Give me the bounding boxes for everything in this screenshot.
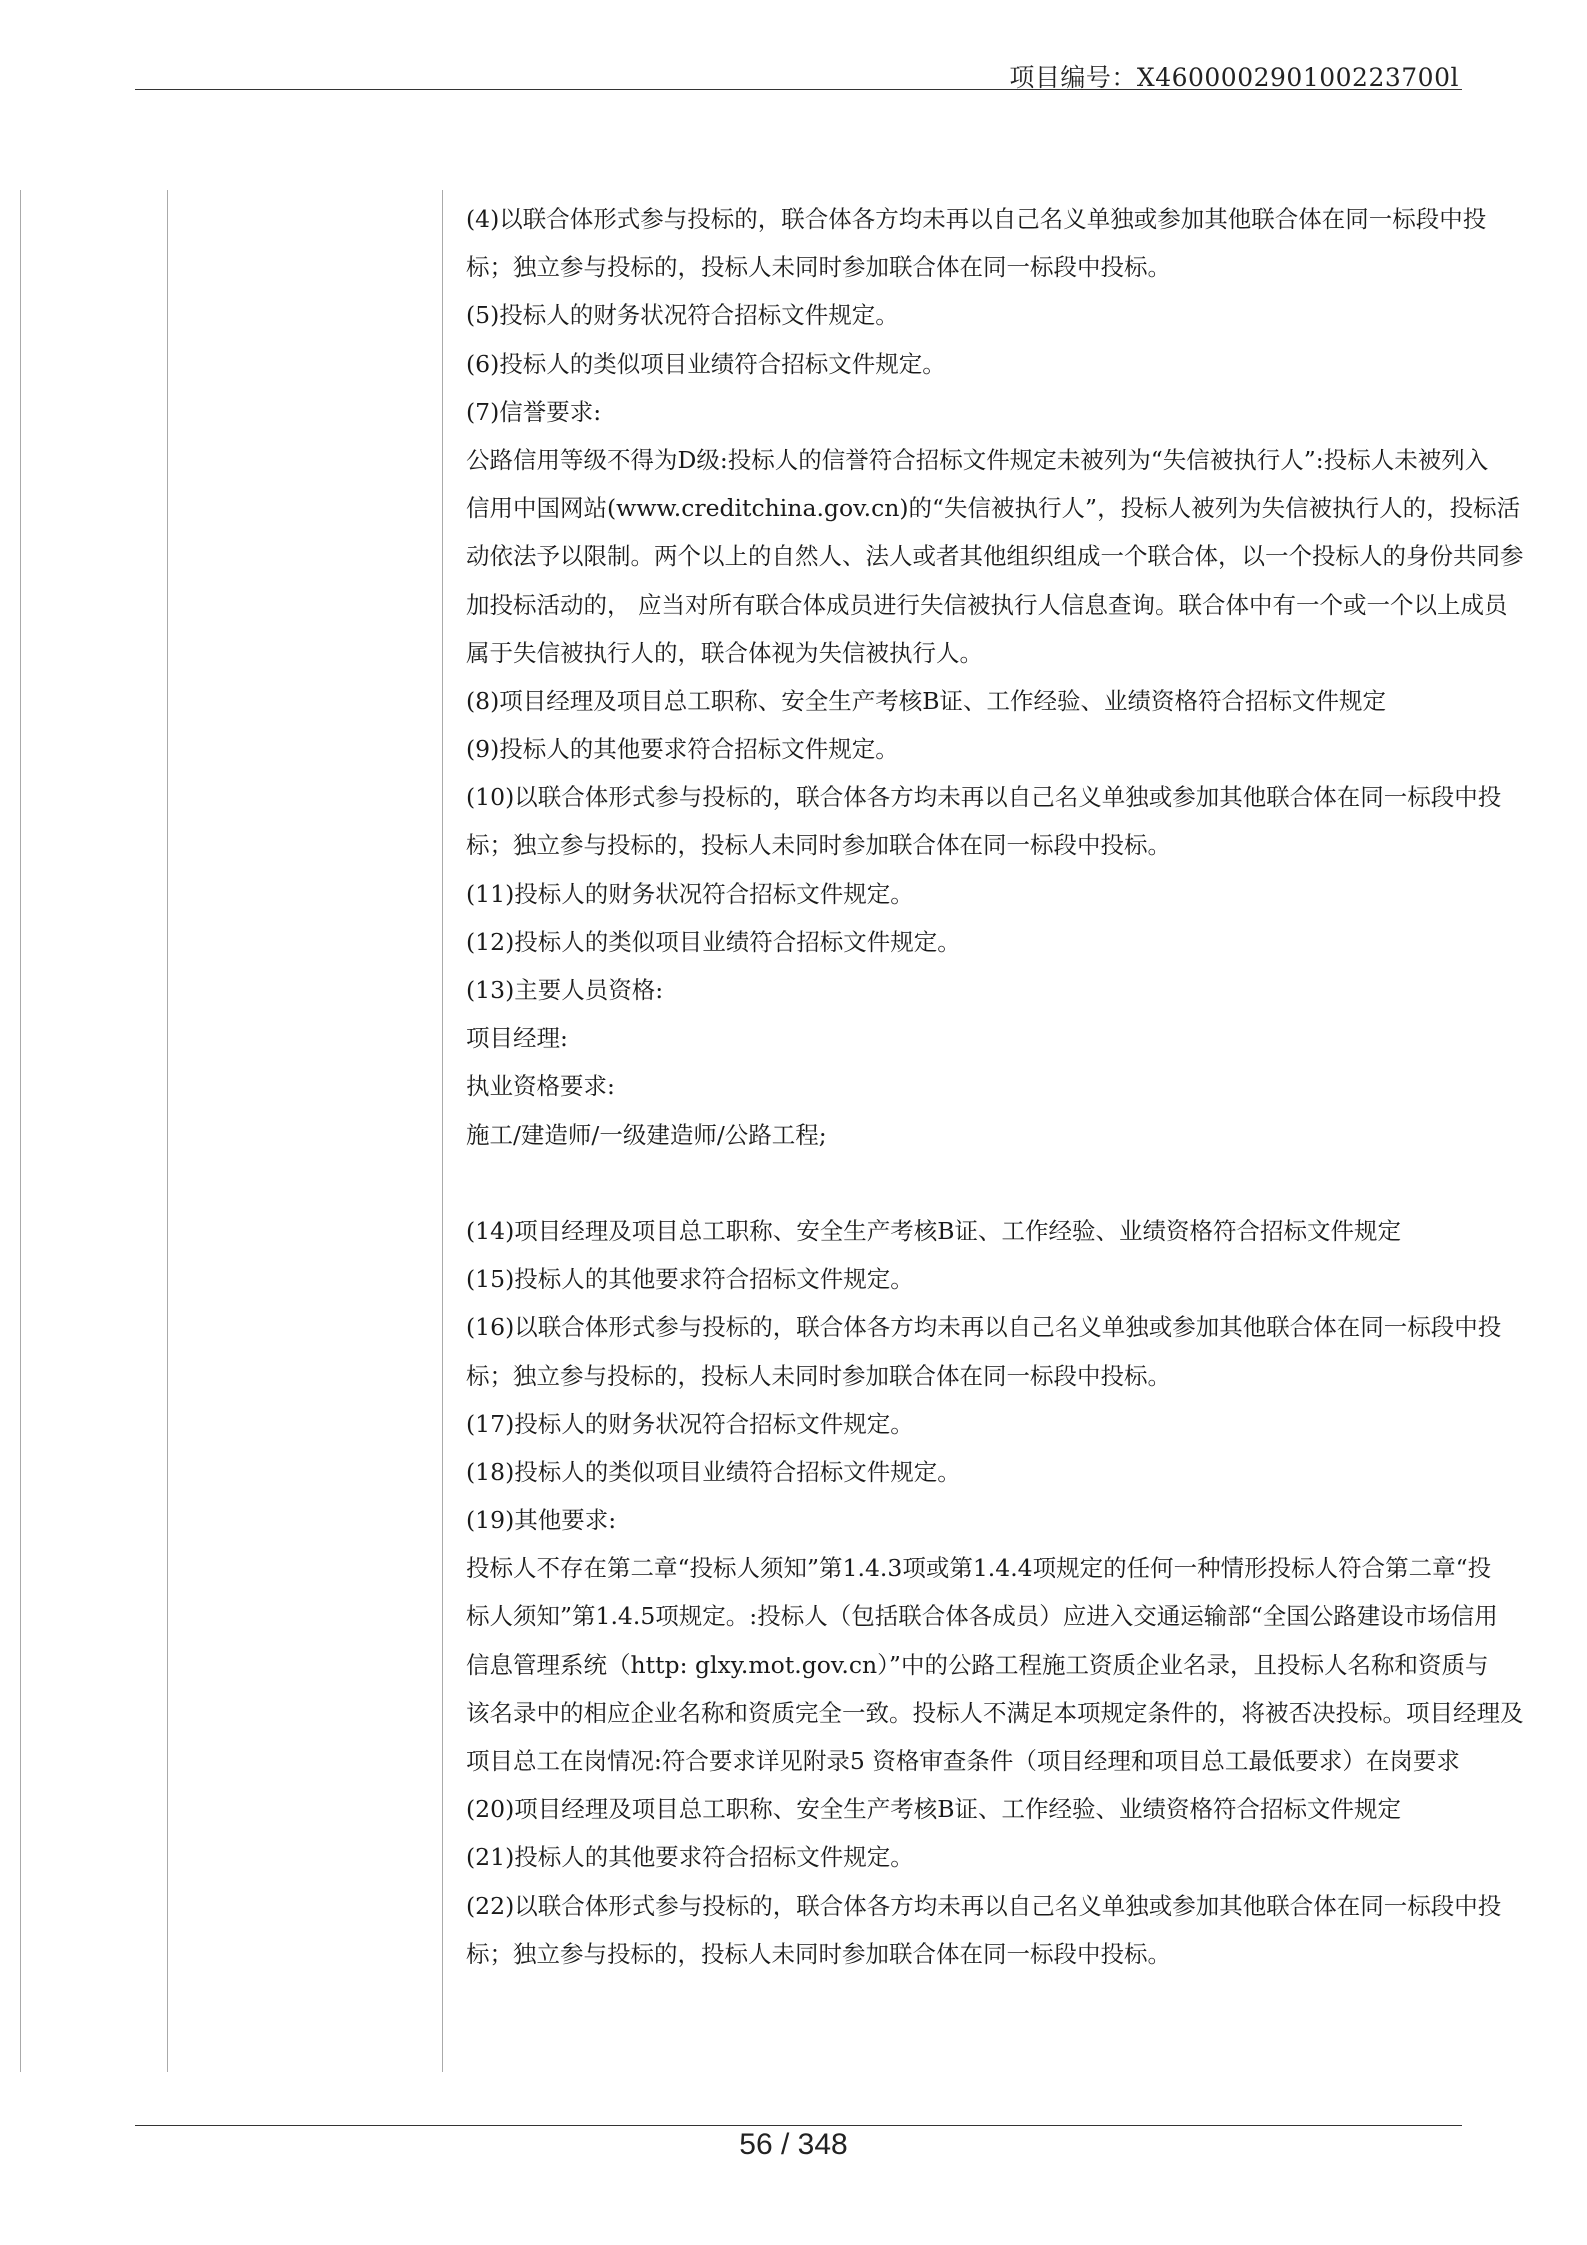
text-line: (6)投标人的类似项目业绩符合招标文件规定。: [466, 349, 946, 378]
text-line: (11)投标人的财务状况符合招标文件规定。: [466, 879, 914, 908]
blank-line: [466, 1159, 1546, 1207]
text-line: (4)以联合体形式参与投标的，联合体各方均未再以自己名义单独或参加其他联合体在同一标段中投: [466, 205, 1487, 233]
text-line: 标；独立参与投标的，投标人未同时参加联合体在同一标段中投标。: [466, 831, 1171, 860]
text-line: (7)信誉要求:: [466, 397, 602, 426]
text-line: 标；独立参与投标的，投标人未同时参加联合体在同一标段中投标。: [466, 253, 1171, 282]
text-line: (20)项目经理及项目总工职称、安全生产考核B证、工作经验、业绩资格符合招标文件规定: [466, 1795, 1402, 1824]
content-cell: [466, 195, 1546, 1978]
text-line: 项目经理:: [466, 1024, 568, 1053]
text-line: (14)项目经理及项目总工职称、安全生产考核B证、工作经验、业绩资格符合招标文件规定: [466, 1216, 1402, 1245]
text-line: (10)以联合体形式参与投标的，联合体各方均未再以自己名义单独或参加其他联合体在同一标段中投: [466, 783, 1502, 812]
text-line: 动依法予以限制。两个以上的自然人、法人或者其他组织组成一个联合体，以一个投标人的身份共同参: [466, 542, 1524, 571]
text-line: 标人须知”第1.4.5项规定。:投标人（包括联合体各成员）应进入交通运输部“全国公路建设市场信用: [466, 1602, 1498, 1631]
table-border-col2: [442, 190, 443, 2072]
project-number: 项目编号：X460000290100223700l: [1009, 63, 1459, 92]
text-line: 项目总工在岗情况:符合要求详见附录5 资格审查条件（项目经理和项目总工最低要求）在岗要求: [466, 1747, 1460, 1775]
text-line: 该名录中的相应企业名称和资质完全一致。投标人不满足本项规定条件的，将被否决投标。项目经理及: [466, 1698, 1524, 1727]
header-rule: [135, 89, 1462, 90]
text-line: 施工/建造师/一级建造师/公路工程;: [466, 1120, 827, 1149]
text-line: (19)其他要求:: [466, 1506, 617, 1535]
text-line: 信用中国网站(www.creditchina.gov.cn)的“失信被执行人”，投标人被列为失信被执行人的，投标活: [466, 494, 1521, 523]
text-line: (15)投标人的其他要求符合招标文件规定。: [466, 1265, 914, 1294]
text-line: 加投标活动的， 应当对所有联合体成员进行失信被执行人信息查询。联合体中有一个或一个以上成员: [466, 590, 1508, 619]
text-line: 执业资格要求:: [466, 1072, 615, 1101]
text-line: 信息管理系统（http: glxy.mot.gov.cn）”中的公路工程施工资质企业名录，且投标人名称和资质与: [466, 1650, 1489, 1679]
page-number: 56 / 348: [739, 2128, 848, 2161]
text-line: (17)投标人的财务状况符合招标文件规定。: [466, 1409, 914, 1438]
text-line: 公路信用等级不得为D级:投标人的信誉符合招标文件规定未被列为“失信被执行人”:投标人未被列入: [466, 445, 1489, 474]
text-line: (5)投标人的财务状况符合招标文件规定。: [466, 301, 899, 330]
table-border-col1: [167, 190, 168, 2072]
text-line: (8)项目经理及项目总工职称、安全生产考核B证、工作经验、业绩资格符合招标文件规定: [466, 686, 1387, 715]
text-line: (18)投标人的类似项目业绩符合招标文件规定。: [466, 1457, 961, 1486]
text-line: 标；独立参与投标的，投标人未同时参加联合体在同一标段中投标。: [466, 1939, 1171, 1968]
text-line: 标；独立参与投标的，投标人未同时参加联合体在同一标段中投标。: [466, 1361, 1171, 1390]
text-line: 投标人不存在第二章“投标人须知”第1.4.3项或第1.4.4项规定的任何一种情形投标人符合第二章“投: [466, 1554, 1492, 1583]
text-line: (9)投标人的其他要求符合招标文件规定。: [466, 735, 899, 764]
text-line: (16)以联合体形式参与投标的，联合体各方均未再以自己名义单独或参加其他联合体在同一标段中投: [466, 1313, 1502, 1342]
text-line: (13)主要人员资格:: [466, 976, 664, 1004]
footer-rule: [135, 2125, 1462, 2126]
text-line: 属于失信被执行人的，联合体视为失信被执行人。: [466, 638, 983, 667]
text-line: (12)投标人的类似项目业绩符合招标文件规定。: [466, 927, 961, 956]
text-line: (22)以联合体形式参与投标的，联合体各方均未再以自己名义单独或参加其他联合体在同一标段中投: [466, 1891, 1502, 1920]
text-line: (21)投标人的其他要求符合招标文件规定。: [466, 1843, 914, 1872]
table-border-left: [20, 190, 21, 2072]
